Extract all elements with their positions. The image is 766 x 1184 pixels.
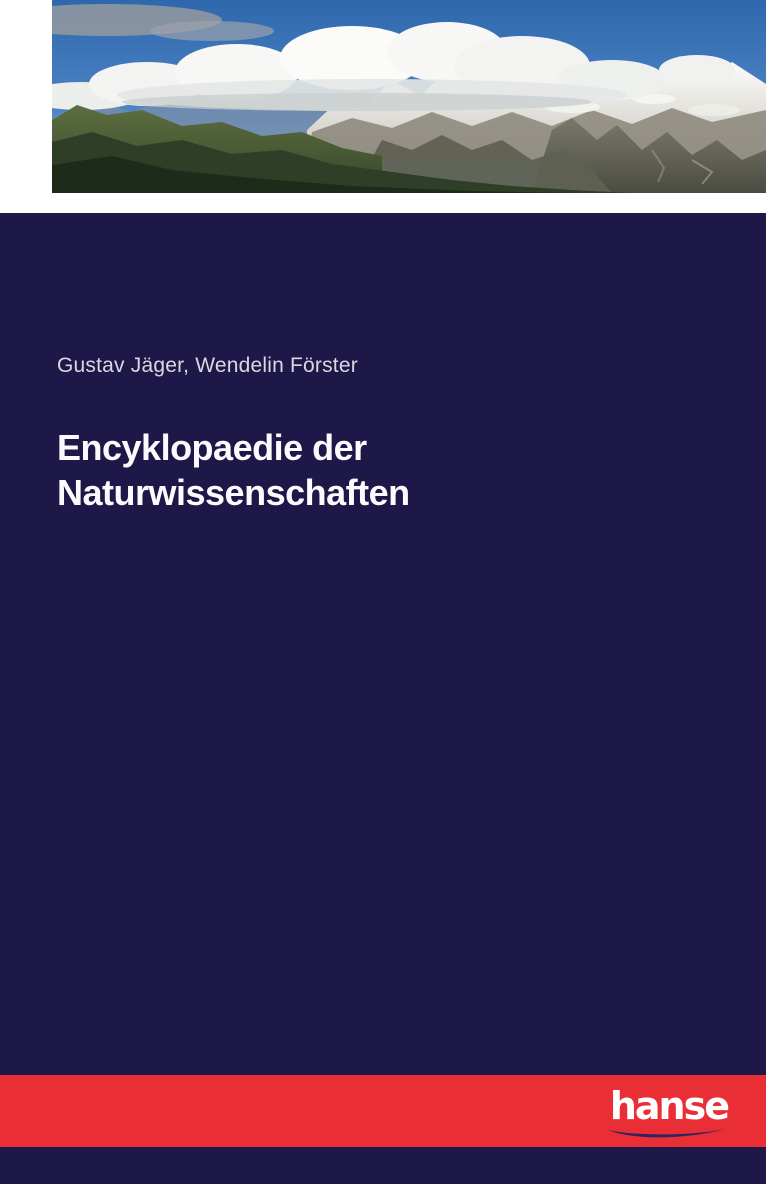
book-title-line-2: Naturwissenschaften: [57, 472, 410, 513]
publisher-band: [0, 1075, 766, 1147]
publisher-logo-text: hanse: [609, 1084, 728, 1128]
book-title-line-1: Encyklopaedie der: [57, 427, 367, 468]
publisher-logo: [609, 1084, 728, 1140]
author-names: Gustav Jäger, Wendelin Förster: [57, 354, 358, 377]
book-title: [57, 425, 410, 515]
alpine-panorama-photo: [52, 0, 766, 193]
cover-panel: [0, 213, 766, 1184]
mountain-scene-graphic: [52, 0, 766, 193]
